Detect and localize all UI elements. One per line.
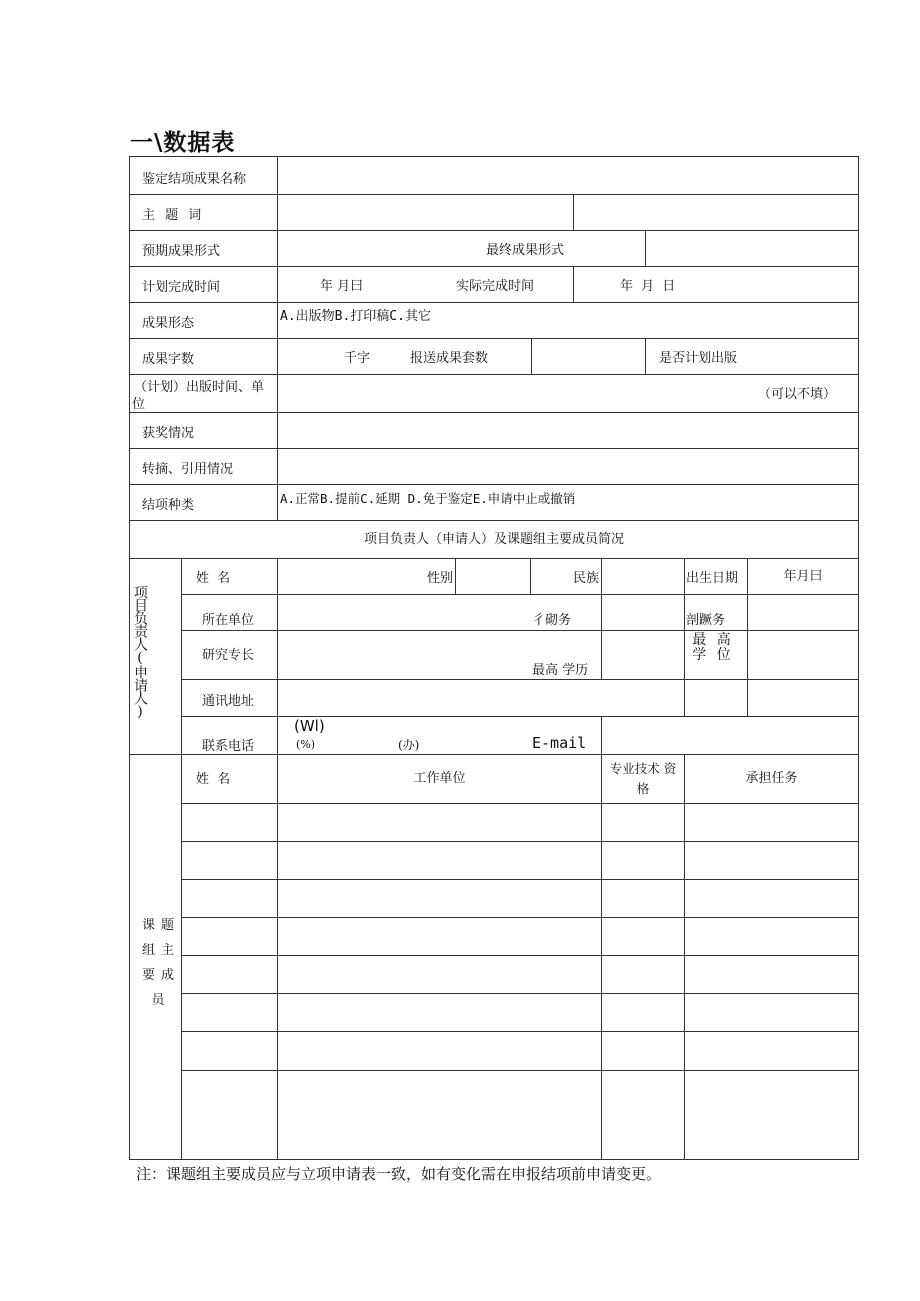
member-row-1-qual[interactable]	[601, 803, 685, 842]
title-post-label: 剖蹶务	[686, 613, 726, 628]
planned-time-field[interactable]	[277, 266, 574, 303]
expected-form-field[interactable]	[277, 230, 646, 267]
member-row-6-unit[interactable]	[277, 993, 602, 1032]
address-label-cell	[181, 679, 278, 717]
conclusion-options: A.正常B.提前C.延期 D.免于鉴定E.申请中止或撤销	[280, 491, 576, 506]
publish-plan-label: 是否计划出版	[659, 351, 738, 366]
member-row-6-name[interactable]	[181, 993, 278, 1032]
copies-field[interactable]	[531, 338, 646, 375]
member-row-7-qual[interactable]	[601, 1031, 685, 1071]
admin-post-field[interactable]	[601, 594, 685, 631]
member-row-1-task[interactable]	[684, 803, 859, 842]
result-name-label: 鉴定结项成果名称	[129, 156, 278, 195]
member-row-2-qual[interactable]	[601, 841, 685, 880]
actual-date-text: 年 月 日	[620, 279, 676, 294]
planned-date-text: 年 月曰	[320, 279, 364, 294]
admin-post-label-cell	[529, 594, 602, 631]
conclusion-field[interactable]	[277, 484, 859, 521]
leader-name-label: 姓 名	[196, 571, 233, 586]
member-row-6-task[interactable]	[684, 993, 859, 1032]
education-label-cell	[529, 630, 602, 680]
planned-time-label: 计划完成时间	[129, 266, 278, 303]
birth-label: 出生日期	[686, 571, 739, 586]
member-row-7-unit[interactable]	[277, 1031, 602, 1071]
admin-post-label: 彳砌务	[532, 613, 572, 628]
address-extra-1	[684, 679, 748, 717]
citations-label: 转摘、引用情况	[129, 448, 278, 485]
member-qualification-header: 专业技术 资格	[601, 754, 685, 804]
leader-name-label-cell	[181, 558, 278, 595]
member-unit-header: 工作单位	[277, 754, 602, 804]
member-row-7-name[interactable]	[181, 1031, 278, 1071]
expected-form-label: 预期成果形式	[129, 230, 278, 267]
result-shape-field[interactable]	[277, 302, 859, 339]
address-extra-2	[747, 679, 859, 717]
phone-mark: (Wl)	[294, 717, 325, 735]
leader-unit-label-cell	[181, 594, 278, 631]
title-post-label-cell	[684, 594, 748, 631]
actual-time-field[interactable]	[573, 266, 859, 303]
leader-side-cell	[129, 558, 182, 755]
ethnicity-field[interactable]	[601, 558, 685, 595]
phone-label: 联系电话	[202, 739, 255, 754]
phone-label-cell	[181, 716, 278, 755]
member-name-header: 姓 名	[196, 772, 233, 787]
publish-time-label: （计划）出版时间、单位	[132, 380, 265, 412]
ethnicity-label-cell	[530, 558, 602, 595]
page-title: 一\数据表	[130, 130, 236, 156]
citations-field[interactable]	[277, 448, 859, 485]
member-row-5-name[interactable]	[181, 955, 278, 994]
section-header: 项目负责人（申请人）及课题组主要成员简况	[129, 520, 859, 559]
optional-note: （可以不填）	[757, 387, 836, 402]
member-row-1-unit[interactable]	[277, 803, 602, 842]
member-row-8-name[interactable]	[181, 1070, 278, 1160]
gender-field[interactable]	[455, 558, 531, 595]
keywords-label: 主 题 词	[129, 194, 278, 231]
word-unit: 千字	[344, 351, 371, 366]
email-label: E-mail	[532, 734, 587, 752]
members-side-label: 课题组主要成员	[141, 918, 180, 1008]
awards-label: 获奖情况	[129, 412, 278, 449]
member-row-3-qual[interactable]	[601, 879, 685, 918]
member-row-4-name[interactable]	[181, 917, 278, 956]
copies-label: 报送成果套数	[410, 351, 489, 366]
email-label-cell	[529, 716, 602, 755]
final-form-label: 最终成果形式	[486, 243, 565, 258]
leader-name-field[interactable]	[277, 558, 456, 595]
member-row-6-qual[interactable]	[601, 993, 685, 1032]
education-label: 最高 学历	[532, 663, 589, 678]
member-row-3-unit[interactable]	[277, 879, 602, 918]
member-row-5-qual[interactable]	[601, 955, 685, 994]
member-row-3-name[interactable]	[181, 879, 278, 918]
publish-plan-field[interactable]	[645, 338, 859, 375]
data-form	[129, 156, 859, 1160]
member-row-4-task[interactable]	[684, 917, 859, 956]
member-row-7-task[interactable]	[684, 1031, 859, 1071]
title-post-field[interactable]	[747, 594, 859, 631]
member-row-2-task[interactable]	[684, 841, 859, 880]
specialty-label-cell	[181, 630, 278, 680]
specialty-label: 研究专长	[202, 648, 255, 663]
actual-time-label: 实际完成时间	[456, 279, 535, 294]
keywords-field-1[interactable]	[277, 194, 574, 231]
final-form-field[interactable]	[645, 230, 859, 267]
member-row-8-task[interactable]	[684, 1070, 859, 1160]
member-row-4-unit[interactable]	[277, 917, 602, 956]
result-shape-options: A.出版物B.打印稿C.其它	[280, 309, 431, 324]
member-row-4-qual[interactable]	[601, 917, 685, 956]
footnote: 注：课题组主要成员应与立项申请表一致，如有变化需在申报结项前申请变更。	[136, 1165, 662, 1183]
word-count-field[interactable]	[277, 338, 532, 375]
address-field[interactable]	[277, 679, 685, 717]
ethnicity-label: 民族	[572, 571, 599, 586]
phone-home: (%)	[296, 738, 316, 751]
member-row-5-task[interactable]	[684, 955, 859, 994]
members-side-cell	[129, 754, 182, 1160]
publish-time-field[interactable]	[277, 374, 859, 413]
degree-label-cell	[684, 630, 748, 680]
member-row-3-task[interactable]	[684, 879, 859, 918]
member-row-8-qual[interactable]	[601, 1070, 685, 1160]
word-count-label: 成果字数	[129, 338, 278, 375]
publish-time-label-cell	[129, 374, 278, 413]
address-label: 通讯地址	[202, 694, 255, 709]
degree-label: 最 高 学 位	[692, 632, 734, 663]
member-row-8-unit[interactable]	[277, 1070, 602, 1160]
member-name-header-cell	[181, 754, 278, 804]
member-row-2-unit[interactable]	[277, 841, 602, 880]
birth-field[interactable]: 年月曰	[747, 558, 859, 595]
education-field[interactable]	[601, 630, 685, 680]
leader-side-label: 项目负责人(申请人)	[132, 585, 148, 719]
keywords-field-2[interactable]	[573, 194, 859, 231]
phone-office: (办)	[398, 738, 420, 752]
member-row-5-unit[interactable]	[277, 955, 602, 994]
member-task-header: 承担任务	[684, 754, 859, 804]
member-row-2-name[interactable]	[181, 841, 278, 880]
birth-label-cell	[684, 558, 748, 595]
member-row-1-name[interactable]	[181, 803, 278, 842]
awards-field[interactable]	[277, 412, 859, 449]
leader-unit-label: 所在单位	[202, 613, 255, 628]
gender-label: 性别	[426, 571, 453, 586]
result-name-field[interactable]	[277, 156, 859, 195]
degree-field[interactable]	[747, 630, 859, 680]
email-field[interactable]	[601, 716, 859, 755]
conclusion-label: 结项种类	[129, 484, 278, 521]
result-shape-label: 成果形态	[129, 302, 278, 339]
